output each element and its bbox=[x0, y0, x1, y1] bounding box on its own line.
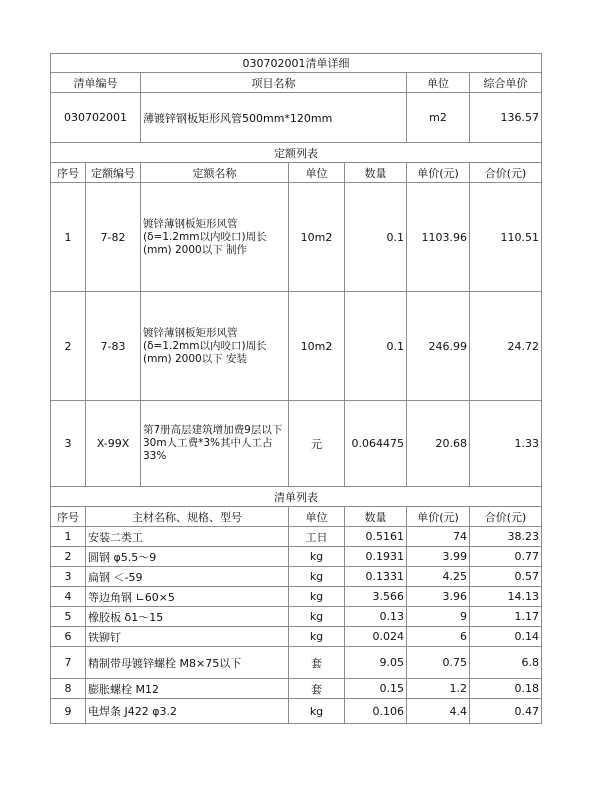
list-name-header: 项目名称 bbox=[141, 73, 407, 93]
list-item-code: 030702001 bbox=[51, 93, 141, 143]
material-row bbox=[51, 607, 542, 627]
material-qty: 0.1931 bbox=[345, 547, 407, 567]
quota-code: 7-82 bbox=[86, 183, 141, 292]
quota-qty: 0.064475 bbox=[345, 401, 407, 487]
quota-unit: 元 bbox=[289, 401, 345, 487]
material-unit-price: 3.99 bbox=[407, 547, 470, 567]
material-seq: 4 bbox=[51, 587, 86, 607]
material-qty: 3.566 bbox=[345, 587, 407, 607]
quota-row bbox=[51, 183, 542, 292]
material-name: 铁铆钉 bbox=[86, 627, 289, 647]
material-qty-header: 数量 bbox=[345, 507, 407, 527]
quota-code: X-99X bbox=[86, 401, 141, 487]
material-unit: kg bbox=[289, 627, 345, 647]
quota-unit: 10m2 bbox=[289, 292, 345, 401]
material-qty: 0.1331 bbox=[345, 567, 407, 587]
material-name: 扁钢 ＜-59 bbox=[86, 567, 289, 587]
material-row bbox=[51, 699, 542, 724]
material-qty: 9.05 bbox=[345, 647, 407, 679]
material-seq: 3 bbox=[51, 567, 86, 587]
quota-seq: 1 bbox=[51, 183, 86, 292]
material-unit-price: 0.75 bbox=[407, 647, 470, 679]
material-name: 安装二类工 bbox=[86, 527, 289, 547]
material-total: 38.23 bbox=[470, 527, 542, 547]
material-unit-price: 74 bbox=[407, 527, 470, 547]
material-name-header: 主材名称、规格、型号 bbox=[86, 507, 289, 527]
material-unit: 工日 bbox=[289, 527, 345, 547]
quota-code: 7-83 bbox=[86, 292, 141, 401]
material-unit-price: 4.4 bbox=[407, 699, 470, 724]
quota-total: 1.33 bbox=[470, 401, 542, 487]
quota-name-header: 定额名称 bbox=[141, 163, 289, 183]
material-row bbox=[51, 547, 542, 567]
material-row bbox=[51, 647, 542, 679]
quota-unit: 10m2 bbox=[289, 183, 345, 292]
material-name: 电焊条 J422 φ3.2 bbox=[86, 699, 289, 724]
material-unit-price-header: 单价(元) bbox=[407, 507, 470, 527]
material-unit-price: 6 bbox=[407, 627, 470, 647]
material-name: 橡胶板 δ1～15 bbox=[86, 607, 289, 627]
material-name: 圆钢 φ5.5～9 bbox=[86, 547, 289, 567]
list-header-row bbox=[51, 73, 542, 93]
material-total: 0.47 bbox=[470, 699, 542, 724]
quota-total: 110.51 bbox=[470, 183, 542, 292]
quota-unit-price: 1103.96 bbox=[407, 183, 470, 292]
material-seq: 7 bbox=[51, 647, 86, 679]
quota-seq: 2 bbox=[51, 292, 86, 401]
material-row bbox=[51, 567, 542, 587]
material-name: 等边角钢 ∟60×5 bbox=[86, 587, 289, 607]
material-seq-header: 序号 bbox=[51, 507, 86, 527]
material-row bbox=[51, 527, 542, 547]
list-code-header: 清单编号 bbox=[51, 73, 141, 93]
material-row bbox=[51, 679, 542, 699]
material-unit-price: 4.25 bbox=[407, 567, 470, 587]
quota-section-title: 定额列表 bbox=[51, 143, 542, 163]
material-total: 14.13 bbox=[470, 587, 542, 607]
material-unit: kg bbox=[289, 699, 345, 724]
material-seq: 6 bbox=[51, 627, 86, 647]
material-unit-header: 单位 bbox=[289, 507, 345, 527]
material-section-row bbox=[51, 487, 542, 507]
material-name: 膨胀螺栓 M12 bbox=[86, 679, 289, 699]
quota-seq-header: 序号 bbox=[51, 163, 86, 183]
material-seq: 1 bbox=[51, 527, 86, 547]
material-qty: 0.13 bbox=[345, 607, 407, 627]
material-total: 0.18 bbox=[470, 679, 542, 699]
material-total: 0.77 bbox=[470, 547, 542, 567]
title-row bbox=[51, 54, 542, 73]
list-price-header: 综合单价 bbox=[470, 73, 542, 93]
table-title: 030702001清单详细 bbox=[51, 54, 542, 73]
quota-header-row bbox=[51, 163, 542, 183]
material-total: 6.8 bbox=[470, 647, 542, 679]
material-total: 1.17 bbox=[470, 607, 542, 627]
quota-seq: 3 bbox=[51, 401, 86, 487]
material-qty: 0.15 bbox=[345, 679, 407, 699]
material-seq: 5 bbox=[51, 607, 86, 627]
material-total: 0.57 bbox=[470, 567, 542, 587]
material-seq: 9 bbox=[51, 699, 86, 724]
quota-qty: 0.1 bbox=[345, 183, 407, 292]
material-total: 0.14 bbox=[470, 627, 542, 647]
quota-name: 镀锌薄钢板矩形风管(δ=1.2mm以内咬口)周长(mm) 2000以下 安装 bbox=[141, 292, 289, 401]
material-unit: kg bbox=[289, 567, 345, 587]
material-seq: 8 bbox=[51, 679, 86, 699]
material-unit-price: 1.2 bbox=[407, 679, 470, 699]
quota-section-row bbox=[51, 143, 542, 163]
material-qty: 0.5161 bbox=[345, 527, 407, 547]
material-unit: kg bbox=[289, 587, 345, 607]
list-item-price: 136.57 bbox=[470, 93, 542, 143]
quota-total: 24.72 bbox=[470, 292, 542, 401]
list-item-unit: m2 bbox=[407, 93, 470, 143]
quota-row bbox=[51, 401, 542, 487]
material-qty: 0.106 bbox=[345, 699, 407, 724]
material-seq: 2 bbox=[51, 547, 86, 567]
material-unit: 套 bbox=[289, 647, 345, 679]
quota-total-header: 合价(元) bbox=[470, 163, 542, 183]
list-item-name: 薄镀锌钢板矩形风管500mm*120mm bbox=[141, 93, 407, 143]
material-unit: kg bbox=[289, 547, 345, 567]
quota-qty: 0.1 bbox=[345, 292, 407, 401]
material-row bbox=[51, 627, 542, 647]
list-unit-header: 单位 bbox=[407, 73, 470, 93]
quota-row bbox=[51, 292, 542, 401]
material-header-row bbox=[51, 507, 542, 527]
detail-table bbox=[50, 53, 542, 724]
material-qty: 0.024 bbox=[345, 627, 407, 647]
quota-qty-header: 数量 bbox=[345, 163, 407, 183]
material-name: 精制带母镀锌螺栓 M8×75以下 bbox=[86, 647, 289, 679]
material-unit-price: 3.96 bbox=[407, 587, 470, 607]
quota-unit-header: 单位 bbox=[289, 163, 345, 183]
material-row bbox=[51, 587, 542, 607]
quota-code-header: 定额编号 bbox=[86, 163, 141, 183]
material-section-title: 清单列表 bbox=[51, 487, 542, 507]
quota-name: 第7册高层建筑增加费9层以下30m人工费*3%其中人工占33% bbox=[141, 401, 289, 487]
material-unit: kg bbox=[289, 607, 345, 627]
quota-name: 镀锌薄钢板矩形风管(δ=1.2mm以内咬口)周长(mm) 2000以下 制作 bbox=[141, 183, 289, 292]
quota-unit-price-header: 单价(元) bbox=[407, 163, 470, 183]
quota-unit-price: 246.99 bbox=[407, 292, 470, 401]
list-item-row bbox=[51, 93, 542, 143]
material-unit: 套 bbox=[289, 679, 345, 699]
material-total-header: 合价(元) bbox=[470, 507, 542, 527]
quota-unit-price: 20.68 bbox=[407, 401, 470, 487]
material-unit-price: 9 bbox=[407, 607, 470, 627]
